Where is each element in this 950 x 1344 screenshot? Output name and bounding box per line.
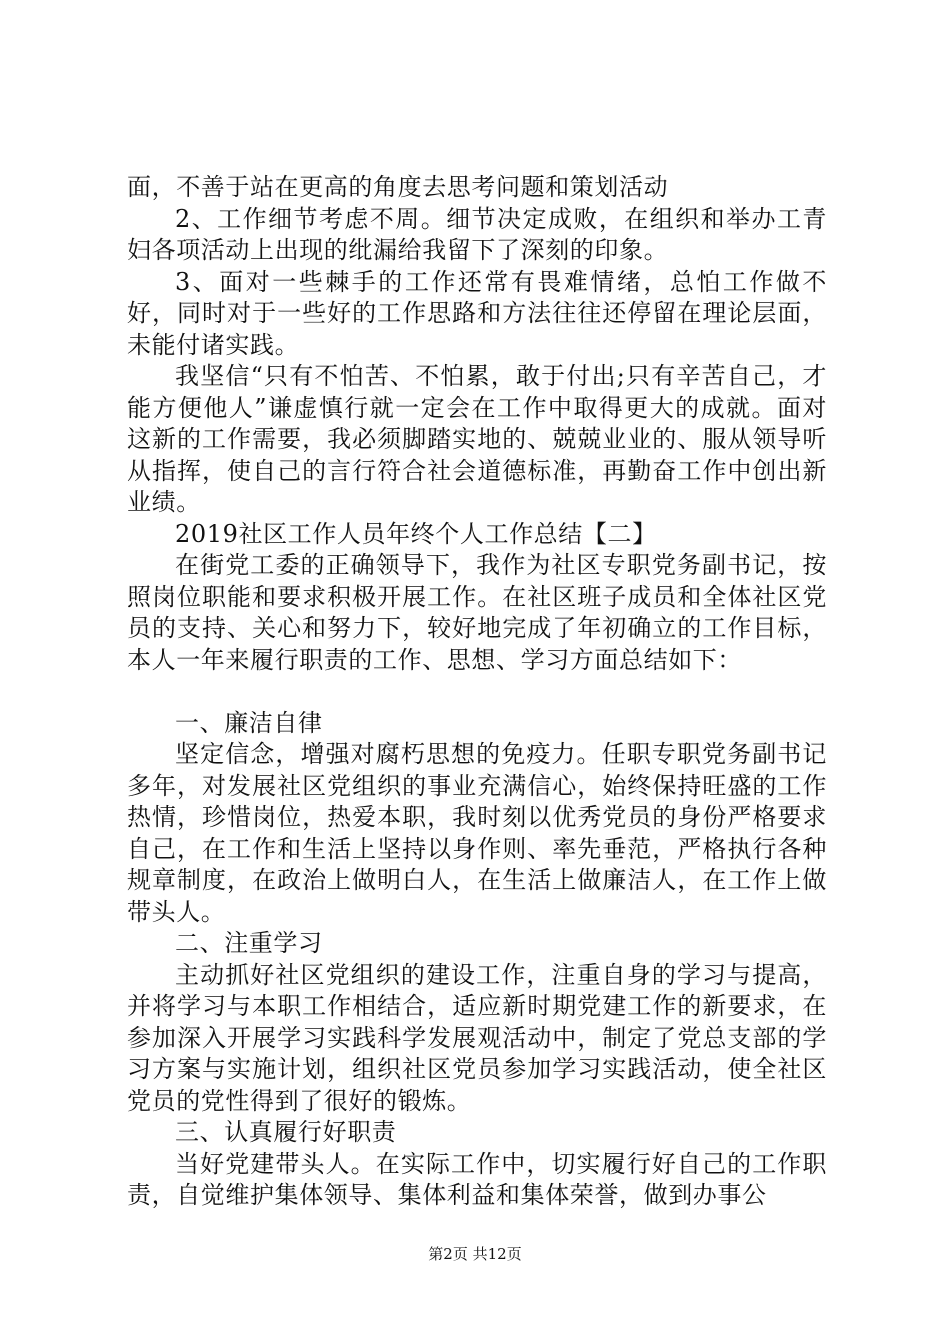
heading-study: 二、注重学习 xyxy=(175,929,323,957)
paragraph-study: 主动抓好社区党组织的建设工作，注重自身的学习与提高，并将学习与本职工作相结合，适应新时期党建工作的新要求，在参加深入开展学习实践科学发展观活动中，制定了党总支部的学习方案与实施计划，组织社区党员参加学习实践活动，使全社区党员的党性得到了很好的锻炼。 xyxy=(127,960,827,1115)
heading-duties: 三、认真履行好职责 xyxy=(175,1118,397,1146)
paragraph-continuation: 面，不善于站在更高的角度去思考问题和策划活动 xyxy=(127,173,669,201)
section-title: 2019社区工作人员年终个人工作总结【二】 xyxy=(175,519,657,548)
heading-integrity: 一、廉洁自律 xyxy=(175,708,323,737)
paragraph-point-2: 2、工作细节考虑不周。细节决定成败，在组织和举办工青妇各项活动上出现的纰漏给我留下了深刻的印象。 xyxy=(127,204,827,264)
blank-line xyxy=(127,676,827,708)
page-number: 第2页 共12页 xyxy=(428,1245,522,1263)
paragraph-duties: 当好党建带头人。在实际工作中，切实履行好自己的工作职责，自觉维护集体领导、集体利益和集体荣誉，做到办事公 xyxy=(127,1149,827,1209)
document-body xyxy=(127,172,827,1212)
paragraph-intro: 在街党工委的正确领导下，我作为社区专职党务副书记，按照岗位职能和要求积极开展工作。在社区班子成员和全体社区党员的支持、关心和努力下，较好地完成了年初确立的工作目标，本人一年来履行职责的工作、思想、学习方面总结如下： xyxy=(127,551,827,674)
paragraph-conclusion: 我坚信“只有不怕苦、不怕累，敢于付出;只有辛苦自己，才能方便他人”谦虚慎行就一定会在工作中取得更大的成就。面对这新的工作需要，我必须脚踏实地的、兢兢业业的、服从领导听从指挥，使自己的言行符合社会道德标准，再勤奋工作中创出新业绩。 xyxy=(127,362,827,516)
page-footer xyxy=(0,1243,950,1264)
paragraph-integrity: 坚定信念，增强对腐朽思想的免疫力。任职专职党务副书记多年，对发展社区党组织的事业充满信心，始终保持旺盛的工作热情，珍惜岗位，热爱本职，我时刻以优秀党员的身份严格要求自己，在工作和生活上坚持以身作则、率先垂范，严格执行各种规章制度，在政治上做明白人，在生活上做廉洁人，在工作上做带头人。 xyxy=(127,740,827,926)
paragraph-point-3: 3、面对一些棘手的工作还常有畏难情绪，总怕工作做不好，同时对于一些好的工作思路和方法往往还停留在理论层面，未能付诸实践。 xyxy=(127,267,827,359)
